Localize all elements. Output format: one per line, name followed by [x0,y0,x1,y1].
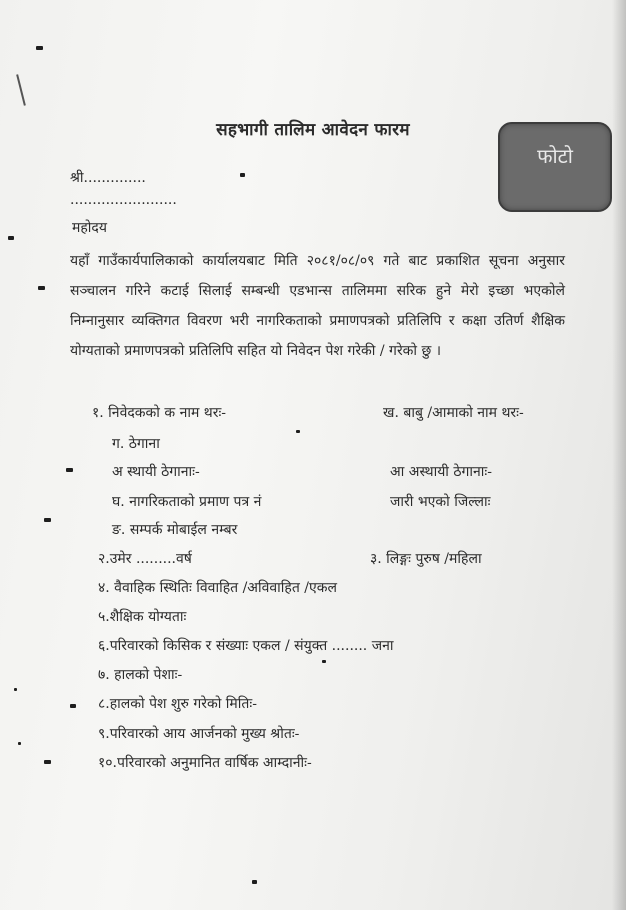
speck [38,286,45,290]
greeting: महोदय [72,220,107,236]
field-marital-status: ४. वैवाहिक स्थितिः विवाहित /अविवाहित /एकल [98,580,337,596]
speck [66,468,73,472]
pen-scratch [16,74,26,106]
salutation-name: श्री.............. [70,170,146,186]
field-applicant-name: १. निवेदकको क नाम थरः- [92,405,227,421]
field-income-source: ९.परिवारको आय आर्जनको मुख्य श्रोतः- [98,726,300,742]
field-family-type: ६.परिवारको किसिक र संख्याः एकल / संयुक्त ........ जना [98,638,394,654]
form-title: सहभागी तालिम आवेदन फारम [216,120,410,140]
speck [70,704,76,708]
field-issued-district: जारी भएको जिल्लाः [390,494,491,510]
speck [44,760,51,764]
field-temporary-address: आ अस्थायी ठेगानाः- [390,464,492,480]
speck [18,742,21,745]
speck [14,688,17,691]
speck [44,518,51,522]
field-mobile: ङ. सम्पर्क मोबाईल नम्बर [112,522,238,538]
field-occupation: ७. हालको पेशाः- [98,667,183,683]
speck [296,430,300,433]
field-education: ५.शैक्षिक योग्यताः [98,609,187,625]
speck [36,46,43,50]
field-age: २.उमेर .........वर्ष [98,551,192,567]
speck [252,880,257,884]
field-address: ग. ठेगाना [112,436,160,452]
photo-label: फोटो [537,144,573,168]
field-annual-income: १०.परिवारको अनुमानित वार्षिक आम्दानीः- [98,755,312,771]
field-occupation-start: ८.हालको पेश शुरु गरेको मितिः- [98,696,257,712]
photo-box [498,122,612,212]
speck [8,236,14,240]
salutation-line: ........................ [70,192,177,208]
page-edge-shadow [612,0,626,910]
field-parent-name: ख. बाबु /आमाको नाम थरः- [383,405,524,421]
field-permanent-address: अ स्थायी ठेगानाः- [112,464,200,480]
field-citizenship-no: घ. नागरिकताको प्रमाण पत्र नं [112,494,262,510]
field-gender: ३. लिङ्गः पुरुष /महिला [370,551,482,567]
speck [322,660,326,663]
speck [240,173,245,177]
body-paragraph: यहाँ गाउँकार्यपालिकाको कार्यालयबाट मिति २०८१/०८/०९ गते बाट प्रकाशित सूचना अनुसार सञ्चालन गरिने कटाई सिलाई सम्बन्धी एडभान्स तालिममा सरिक हुने मेरो इच्छा भएकोले निम्नानुसार व्यक्तिगत विवरण भरी नागरिकताको प्रमाणपत्रको प्रतिलिपि र कक्षा उतिर्ण शैक्षिक योग्यताको प्रमाणपत्रको प्रतिलिपि सहित यो निवेदन पेश गरेकी / गरेको छु । [70,253,565,359]
